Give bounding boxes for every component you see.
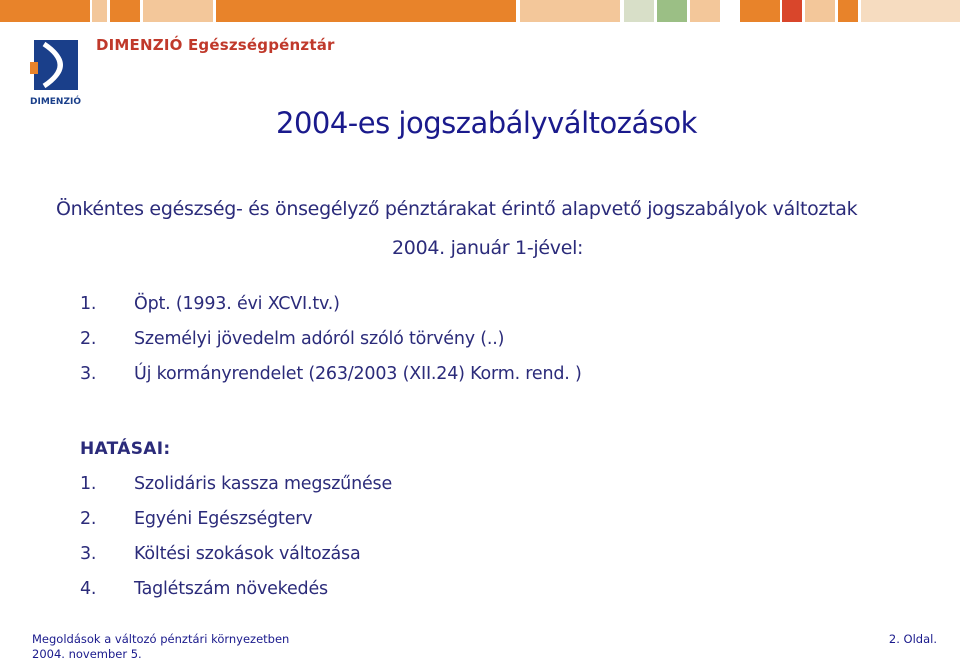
item-number: 2.	[80, 329, 97, 349]
item-text: Taglétszám növekedés	[134, 579, 328, 599]
item-text: Új kormányrendelet (263/2003 (XII.24) Korm. rend. )	[134, 364, 582, 384]
item-number: 4.	[80, 579, 97, 599]
intro-line-2: 2004. január 1-jével:	[392, 237, 584, 259]
item-text: Személyi jövedelm adóról szóló törvény (..)	[134, 329, 505, 349]
item-number: 2.	[80, 509, 97, 529]
effects-heading: HATÁSAI:	[80, 439, 171, 459]
item-text: Öpt. (1993. évi XCVI.tv.)	[134, 294, 340, 314]
item-number: 1.	[80, 474, 97, 494]
footer-title: Megoldások a változó pénztári környezetben	[32, 632, 290, 646]
item-text: Egyéni Egészségterv	[134, 509, 313, 529]
item-number: 3.	[80, 544, 97, 564]
item-number: 1.	[80, 294, 97, 314]
top-color-bar	[0, 0, 960, 24]
brand-name: DIMENZIÓ Egészségpénztár	[96, 36, 335, 54]
item-number: 3.	[80, 364, 97, 384]
intro-line-1: Önkéntes egészség- és önsegélyző pénztárakat érintő alapvető jogszabályok változtak	[56, 198, 858, 220]
item-text: Szolidáris kassza megszűnése	[134, 474, 393, 494]
page-number: 2. Oldal.	[888, 632, 937, 646]
slide-title: 2004-es jogszabályváltozások	[276, 106, 697, 140]
footer-date: 2004. november 5.	[32, 647, 142, 661]
logo-text: DIMENZIÓ	[30, 97, 81, 107]
item-text: Költési szokások változása	[134, 544, 361, 564]
dimenzio-logo	[30, 36, 90, 108]
